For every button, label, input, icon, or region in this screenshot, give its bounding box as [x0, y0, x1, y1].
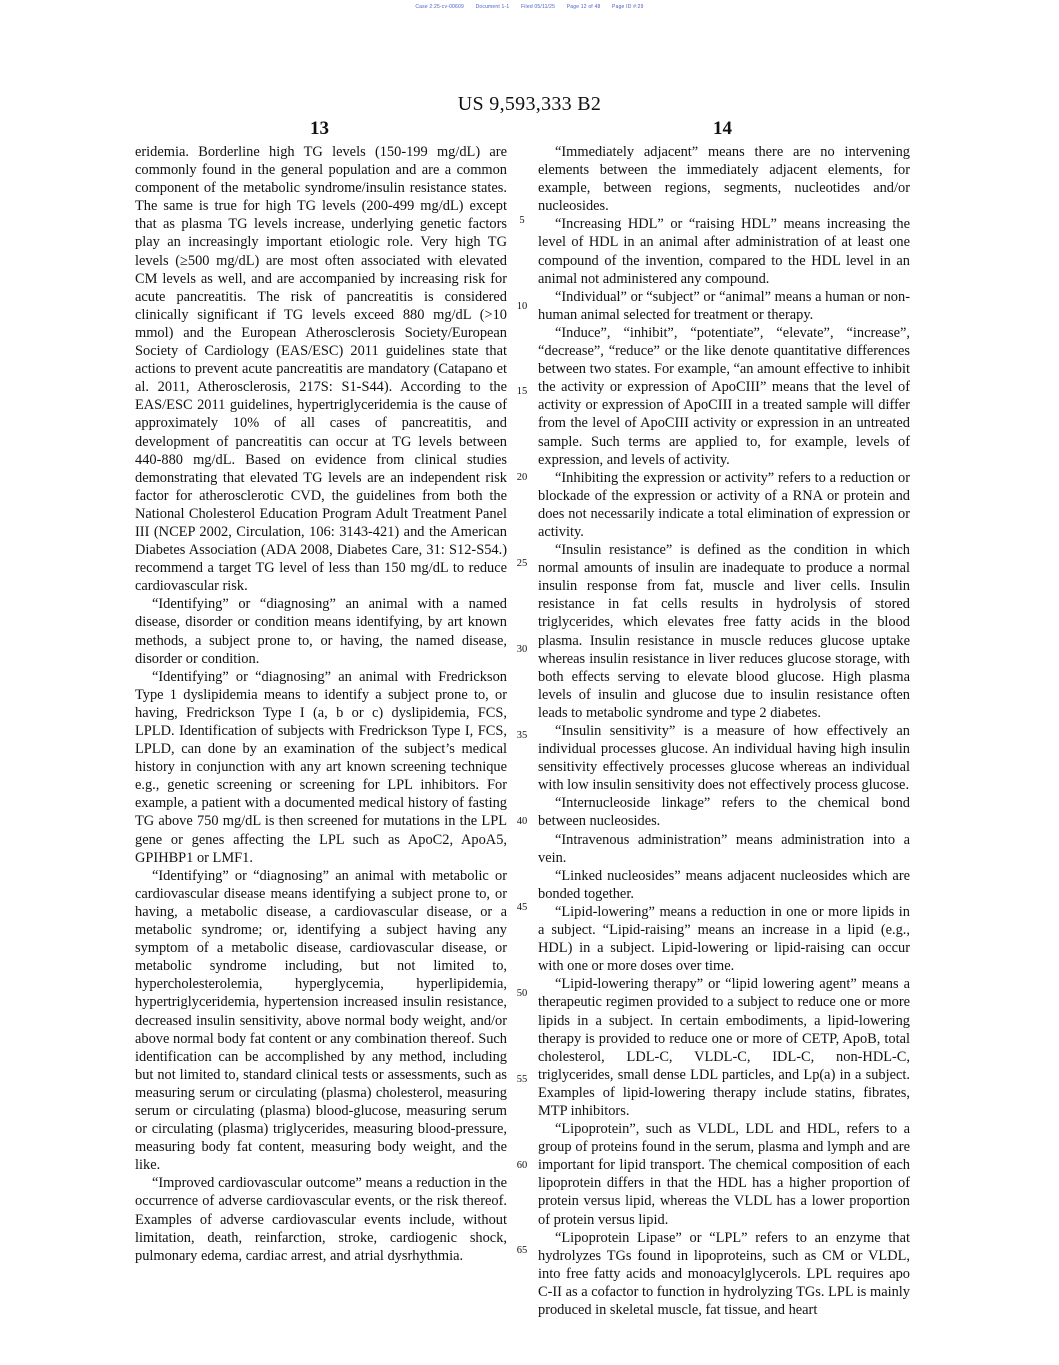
paragraph: eridemia. Borderline high TG levels (150-199 mg/dL) are commonly found in the general population and are a common component of the metabolic syndrome/insulin resistance states. The same is true for high TG levels (200-499 mg/dL) except that as plasma TG levels increase, underlying genetic factors play an increasingly important etiologic role. Very high TG levels (≥500 mg/dL) are most often associated with elevated CM levels as well, and are accompanied by increasing risk for acute pancreatitis. The risk of pancreatitis is considered clinically significant if TG levels exceed 880 mg/dL (>10 mmol) and the European Atherosclerosis Society/European Society of Cardiology (EAS/ESC) 2011 guidelines state that actions to prevent acute pancreatitis are mandatory (Catapano et al. 2011, Atherosclerosis, 217S: S1-S44). According to the EAS/ESC 2011 guidelines, hypertriglyceridemia is the cause of approximately 10% of all cases of pancreatitis, and development of pancreatitis can occur at TG levels between 440-880 mg/dL. Based on evidence from clinical studies demonstrating that elevated TG levels are an independent risk factor for atherosclerotic CVD, the guidelines from both the National Cholesterol Education Program Adult Treatment Panel III (NCEP 2002, Circulation, 106: 3143-421) and the American Diabetes Association (ADA 2008, Diabetes Care, 31: S12-S54.) recommend a target TG level of less than 150 mg/dL to reduce cardiovascular risk. [135, 144, 507, 595]
paragraph: “Linked nucleosides” means adjacent nucleosides which are bonded together. [538, 867, 910, 902]
page-id: Page ID #:29 [612, 4, 644, 10]
paragraph: “Inhibiting the expression or activity” refers to a reduction or blockade of the expression or activity of a RNA or protein and does not necessarily indicate a total elimination of expression or activity. [538, 469, 910, 540]
paragraph: “Lipid-lowering” means a reduction in one or more lipids in a subject. “Lipid-raising” means an increase in a lipid (e.g., HDL) in a subject. Lipid-lowering or lipid-raising can occur with one or more doses over time. [538, 903, 910, 975]
paragraph: “Lipoprotein Lipase” or “LPL” refers to an enzyme that hydrolyzes TGs found in lipoproteins, such as CM or VLDL, into free fatty acids and monoacylglycerols. LPL requires apo C-II as a cofactor to function in hydrolyzing TGs. LPL is mainly produced in skeletal muscle, fat tissue, and heart [538, 1229, 910, 1318]
line-number: 5 [519, 215, 525, 226]
paragraph: “Intravenous administration” means administration into a vein. [538, 831, 910, 866]
filed-date: Filed 05/11/25 [520, 4, 556, 10]
line-number: 55 [516, 1074, 528, 1085]
line-number: 25 [516, 558, 528, 569]
line-number: 15 [516, 386, 528, 397]
paragraph: “Identifying” or “diagnosing” an animal with Fredrickson Type 1 dyslipidemia means to identify a subject prone to, or having, Fredrickson Type I (a, b or c) dyslipidemia, FCS, LPLD. Identification of subjects with Fredrickson Type I, FCS, LPLD, can done by an examination of the subject’s medical history in conjunction with any art known screening technique e.g., genetic screening or screening for LPL inhibitors. For example, a patient with a documented medical history of fasting TG above 750 mg/dL is then screened for mutations in the LPL gene or genes affecting the LPL such as ApoC2, ApoA5, GPIHBP1 or LMF1. [135, 668, 507, 866]
right-text-column [538, 143, 910, 1319]
line-number: 50 [516, 988, 528, 999]
left-text-column [135, 143, 507, 1265]
case-number: Case 2:25-cv-00609 [415, 4, 464, 10]
paragraph: “Identifying” or “diagnosing” an animal with a named disease, disorder or condition means identifying, by art known methods, a subject prone to, or having, the named disease, disorder or condition. [135, 596, 507, 667]
paragraph: “Immediately adjacent” means there are no intervening elements between the immediately adjacent elements, for example, between regions, segments, nucleotides and/or nucleosides. [538, 144, 910, 215]
page-count: Page 12 of 48 [566, 4, 601, 10]
paragraph: “Lipoprotein”, such as VLDL, LDL and HDL, refers to a group of proteins found in the serum, plasma and lymph and are important for lipid transport. The chemical composition of each lipoprotein differs in that the HDL has a higher proportion of protein versus lipid, whereas the VLDL has a lower proportion of protein versus lipid. [538, 1121, 910, 1228]
paragraph: “Internucleoside linkage” refers to the chemical bond between nucleosides. [538, 795, 910, 830]
paragraph: “Insulin sensitivity” is a measure of how effectively an individual processes glucose. An individual having high insulin sensitivity effectively processes glucose whereas an individual with low insulin sensitivity does not effectively process glucose. [538, 723, 910, 794]
document-number: Document 1-1 [475, 4, 510, 10]
line-number: 35 [516, 730, 528, 741]
patent-number: US 9,593,333 B2 [457, 93, 602, 115]
paragraph: “Increasing HDL” or “raising HDL” means increasing the level of HDL in an animal after administration of at least one compound of the invention, compared to the HDL level in an animal not administered any compound. [538, 216, 910, 287]
column-number-right: 14 [713, 118, 732, 139]
paragraph: “Insulin resistance” is defined as the condition in which normal amounts of insulin are inadequate to produce a normal insulin response from fat, muscle and liver cells. Insulin resistance in fat cells results in hydrolysis of stored triglycerides, which elevates free fatty acids in the blood plasma. Insulin resistance in muscle reduces glucose uptake whereas insulin resistance in liver reduces glucose storage, with both effects serving to elevate blood glucose. High plasma levels of insulin and glucose due to insulin resistance often leads to metabolic syndrome and type 2 diabetes. [538, 542, 910, 721]
line-number: 40 [516, 816, 528, 827]
line-number: 60 [516, 1160, 528, 1171]
line-number: 45 [516, 902, 528, 913]
line-number: 65 [516, 1245, 528, 1256]
paragraph: “Improved cardiovascular outcome” means a reduction in the occurrence of adverse cardiovascular events, or the risk thereof. Examples of adverse cardiovascular events include, without limitation, death, reinfarction, stroke, cardiogenic shock, pulmonary edema, cardiac arrest, and atrial dysrhythmia. [135, 1175, 507, 1264]
paragraph: “Induce”, “inhibit”, “potentiate”, “elevate”, “increase”, “decrease”, “reduce” or the like denote quantitative differences between two states. For example, “an amount effective to inhibit the activity or expression of ApoCIII” means that the level of activity or expression of ApoCIII in a treated sample will differ from the level of ApoCIII activity or expression in an untreated sample. Such terms are applied to, for example, levels of expression, and levels of activity. [538, 324, 910, 468]
line-number: 20 [516, 472, 528, 483]
line-number: 10 [516, 301, 528, 312]
column-number-left: 13 [310, 118, 329, 139]
line-number: 30 [516, 644, 528, 655]
paragraph: “Individual” or “subject” or “animal” means a human or non-human animal selected for treatment or therapy. [538, 288, 910, 323]
paragraph: “Identifying” or “diagnosing” an animal with metabolic or cardiovascular disease means identifying a subject prone to, or having, a metabolic disease, a cardiovascular disease, or a metabolic syndrome; or, identifying a subject having any symptom of a metabolic disease, cardiovascular disease, or metabolic syndrome including, but not limited to, hypercholesterolemia, hyperglycemia, hyperlipidemia, hypertriglyceridemia, hypertension increased insulin resistance, decreased insulin sensitivity, above normal body weight, and/or above normal body fat content or any combination thereof. Such identification can be accomplished by any method, including but not limited to, standard clinical tests or assessments, such as measuring serum or circulating (plasma) cholesterol, measuring serum or circulating (plasma) blood-glucose, measuring serum or circulating (plasma) triglycerides, measuring blood-pressure, measuring body fat content, measuring body weight, and the like. [135, 867, 507, 1174]
court-filing-header [0, 4, 1059, 10]
paragraph: “Lipid-lowering therapy” or “lipid lowering agent” means a therapeutic regimen provided to a subject to reduce one or more lipids in a subject. In certain embodiments, a lipid-lowering therapy is provided to reduce one or more of CETP, ApoB, total cholesterol, LDL-C, VLDL-C, IDL-C, non-HDL-C, triglycerides, small dense LDL particles, and Lp(a) in a subject. Examples of lipid-lowering therapy include statins, fibrates, MTP inhibitors. [538, 976, 910, 1119]
